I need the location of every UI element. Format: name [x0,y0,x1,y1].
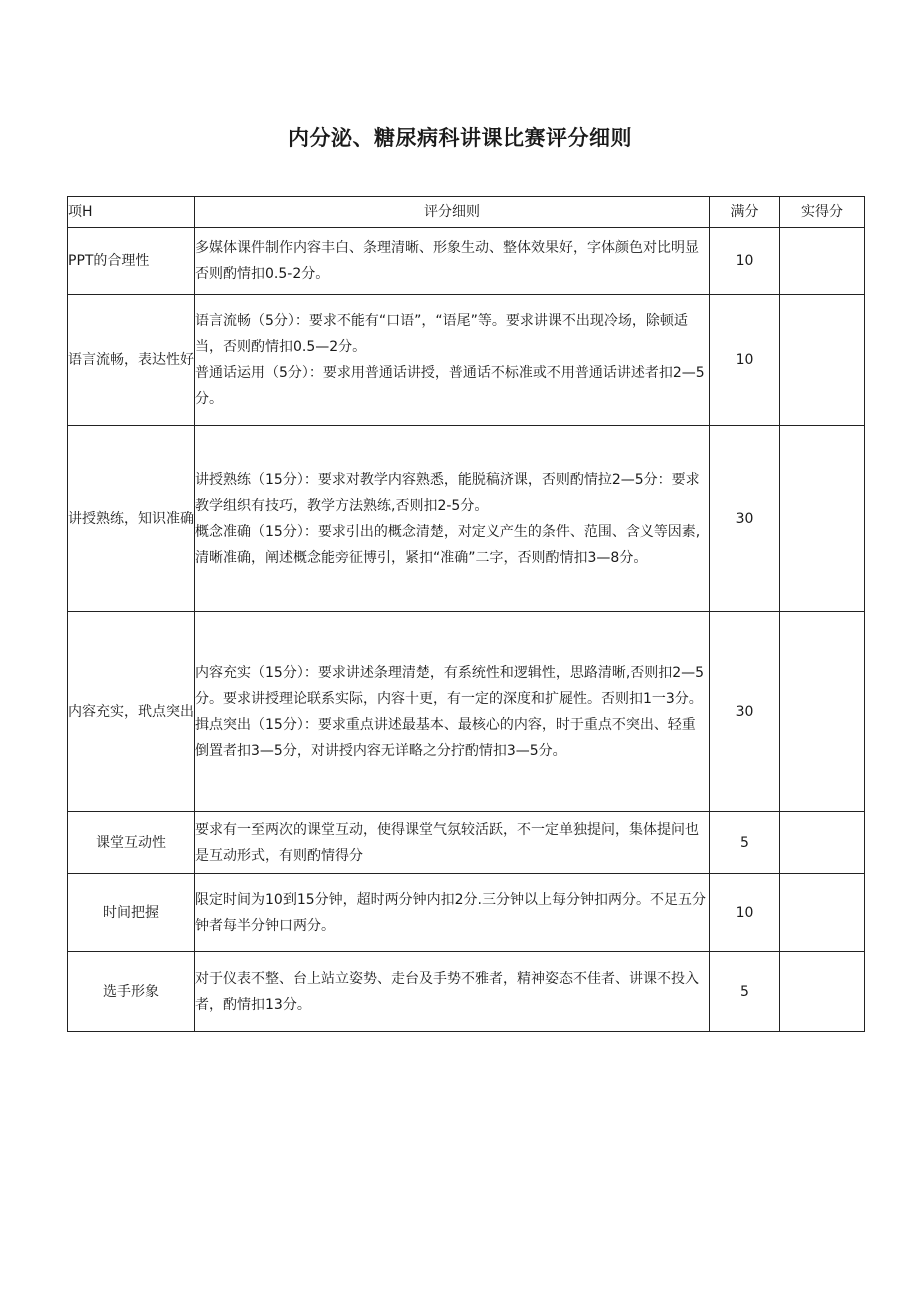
header-item: 项H [68,197,195,228]
row-full-score: 10 [710,228,780,295]
criteria-paragraph: 普通话运用（5分）：要求用普通话讲授，普通话不标准或不用普通话讲述者扣2—5分。 [195,365,705,407]
row-full-score: 5 [710,812,780,874]
row-full-score: 30 [710,426,780,612]
row-criteria [195,228,710,295]
row-actual-score[interactable] [780,612,865,812]
row-item: 内容充实，玳点突出 [68,612,195,812]
scoring-table [67,196,865,1032]
row-criteria [195,426,710,612]
table-row [68,874,865,952]
page-title: 内分泌、糖尿病科讲课比赛评分细则 [288,126,632,150]
criteria-paragraph: 限定时间为10到15分钟，超时两分钟内扣2分.三分钟以上每分钟扣两分。不足五分钟者每半分钟口两分。 [195,891,706,934]
row-criteria [195,874,710,952]
table-row [68,228,865,295]
row-actual-score[interactable] [780,952,865,1032]
row-actual-score[interactable] [780,874,865,952]
row-item: 语言流畅，表达性好 [68,295,195,426]
table-row [68,812,865,874]
criteria-paragraph: 揖点突出（15分）：要求重点讲述最基本、最核心的内容，时于重点不突出、轻重倒置者扣3—5分，对讲授内容无详略之分拧酌情扣3—5分。 [195,716,696,759]
row-full-score: 10 [710,874,780,952]
header-criteria: 评分细则 [195,197,710,228]
criteria-paragraph: 多媒体课件制作内容丰白、条理清晰、形象生动、整体效果好，字体颜色对比明显否则酌情扣0.5-2分。 [195,240,699,282]
header-full-score: 满分 [710,197,780,228]
criteria-paragraph: 内容充实（15分）：要求讲述条理清楚，有系统性和逻辑性，思路清晰,否则扣2—5分。要求讲授理论联系实际，内容十更，有一定的深度和扩屣性。否则扣1一3分。 [195,664,705,707]
row-criteria [195,812,710,874]
criteria-paragraph: 概念准确（15分）：要求引出的概念清楚，对定义产生的条件、范围、含义等因素,清晰准确，阐述概念能旁征博引，紧扣“准确”二字，否则酌情扣3—8分。 [195,523,701,566]
row-item: 选手形象 [68,952,195,1032]
row-criteria [195,612,710,812]
table-row [68,295,865,426]
row-criteria [195,295,710,426]
row-full-score: 10 [710,295,780,426]
row-full-score: 5 [710,952,780,1032]
criteria-paragraph: 讲授熟练（15分）：要求对教学内容熟悉，能脱稿济课，否则酌情拉2—5分：要求教学组织有技巧，教学方法熟练,否则扣2-5分。 [195,471,700,514]
table-row [68,612,865,812]
row-actual-score[interactable] [780,426,865,612]
row-item: 讲授熟练，知识准确 [68,426,195,612]
row-criteria [195,952,710,1032]
row-actual-score[interactable] [780,812,865,874]
table-header-row [68,197,865,228]
table-row [68,952,865,1032]
table-row [68,426,865,612]
row-item: 课堂互动性 [68,812,195,874]
criteria-paragraph: 要求有一至两次的课堂互动，使得课堂气氛较活跃，不一定单独提问，集体提问也是互动形式，有则酌情得分 [195,821,699,864]
header-actual-score: 实得分 [780,197,865,228]
row-item: PPT的合理性 [68,228,195,295]
criteria-paragraph: 语言流畅（5分）：要求不能有“口语”，“语尾”等。要求讲课不出现冷场，除顿适当，否则酌情扣0.5—2分。 [195,313,688,355]
row-item: 时间把握 [68,874,195,952]
row-actual-score[interactable] [780,295,865,426]
row-full-score: 30 [710,612,780,812]
row-actual-score[interactable] [780,228,865,295]
criteria-paragraph: 对于仪表不整、台上站立姿势、走台及手势不雅者，精神姿态不佳者、讲课不投入者，酌情扣13分。 [195,970,699,1013]
